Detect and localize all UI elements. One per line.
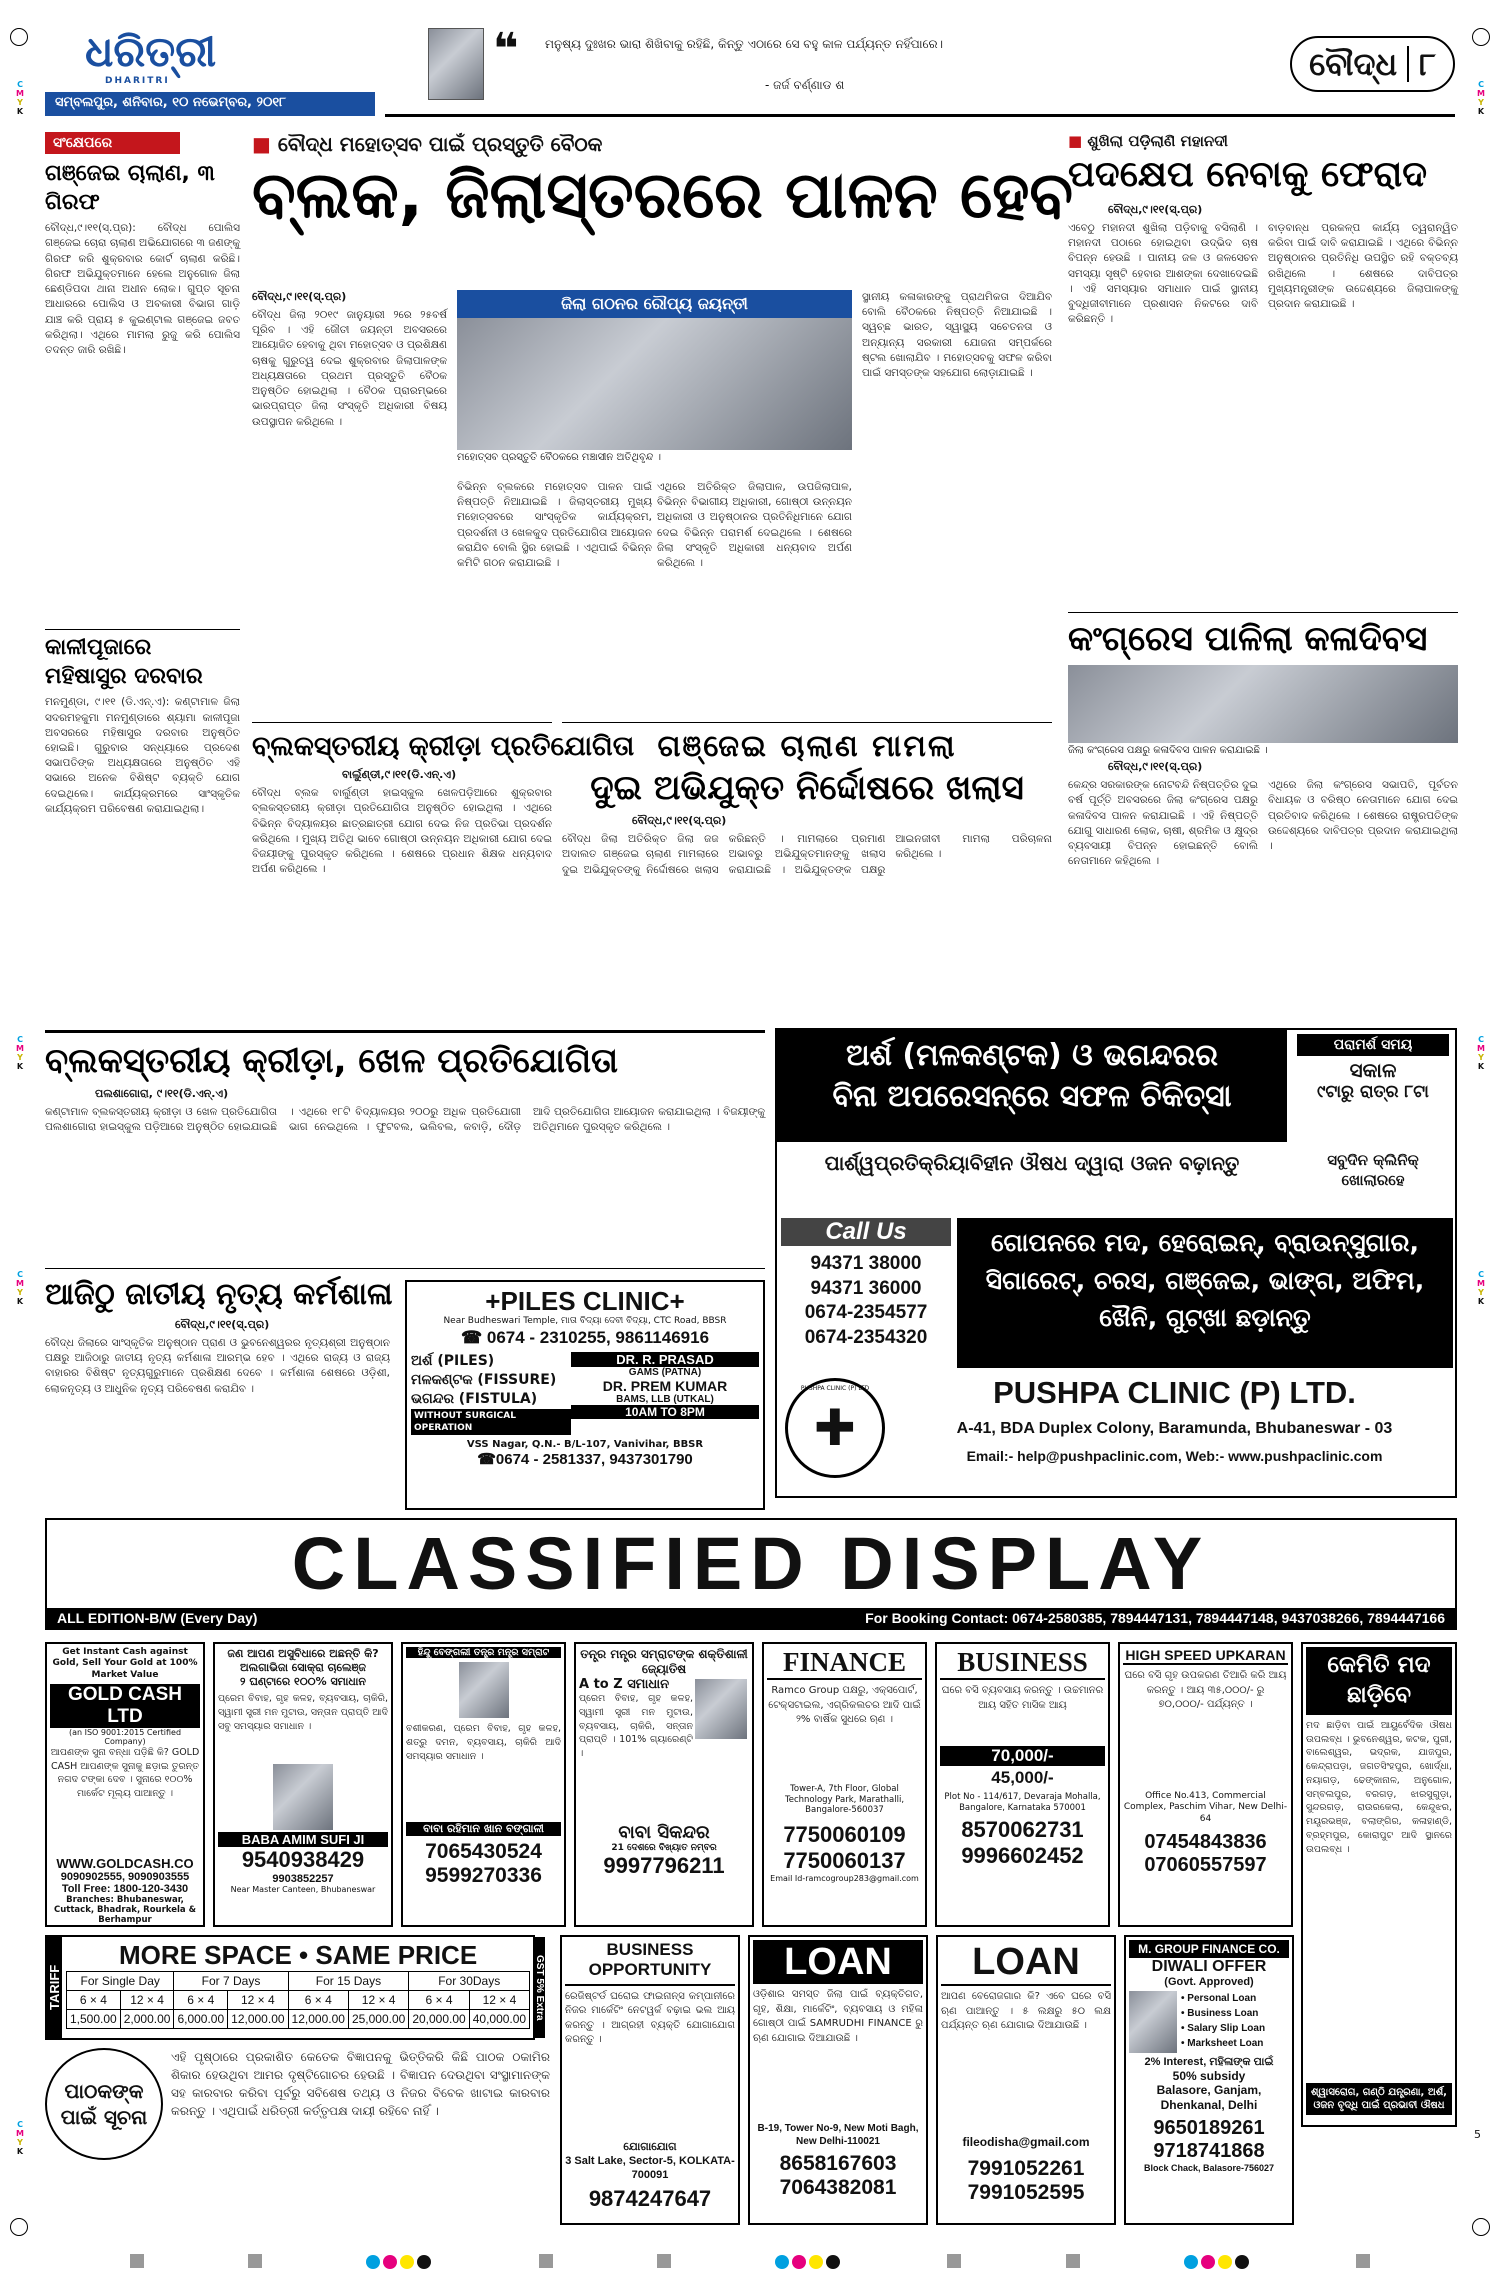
pushpa-phone[interactable]: 0674-2354577 <box>804 1302 928 1324</box>
swatch-yellow <box>400 2255 414 2269</box>
liquor-body: ମଦ ଛାଡ଼ିବା ପାଇଁ ଆୟୁର୍ବେଦିକ ଔଷଧ ଉପଲବ୍ଧ । ଭୁବନେଶ୍ୱର, କଟକ, ପୁରୀ, ବାଲେଶ୍ୱର, ଭଦ୍ରକ, ଯାଜପୁର, କେନ୍ଦ୍ରାପଡ଼ା, ଜଗତସିଂହପୁର, ଖୋର୍ଦ୍ଧା, ନୟାଗଡ଼, ଢେଙ୍କାନାଳ, ଅନୁଗୋଳ, ସମ୍ବଲପୁର, ବରଗଡ଼, ଝାରସୁଗୁଡ଼ା, ସୁନ୍ଦରଗଡ଼, ରାଉରକେଲା, କେନ୍ଦୁଝର, ମୟୂରଭଞ୍ଜ, ବଲାଙ୍ଗିର, କଳାହାଣ୍ଡି, ବ୍ରହ୍ମପୁର, କୋରାପୁଟ ଆଦି ସ୍ଥାନରେ ଉପଲବ୍ଧ । <box>1306 1719 1452 1855</box>
finance-phone-1[interactable]: 7750060109 <box>783 1821 906 1847</box>
ganja-headline: ଦୁଇ ଅଭିଯୁକ୍ତ ନିର୍ଦ୍ଦୋଷରେ ଖଲାସ <box>590 768 1024 808</box>
brief-story-2: ମନମୁଣ୍ଡା, ୯।୧୧ (ଡି.ଏନ୍.ଏ): କଣ୍ଟାମାଳ ଜିଲା ସଦରମହକୁମା ମନମୁଣ୍ଡାରେ ଶ୍ୟାମା କାଳୀପୂଜା ଅବସରରେ ମହିଷାସୁର ଦରବାର ଅନୁଷ୍ଠିତ ହୋଇଛି। ଗୁରୁବାର ସନ୍ଧ୍ୟାରେ ପ୍ରଦେଶ ସଭାପତିଙ୍କ ଅଧ୍ୟକ୍ଷତାରେ ଅନୁଷ୍ଠିତ ଏହି ସଭାରେ ଅନେକ ବିଶିଷ୍ଟ ବ୍ୟକ୍ତି ଯୋଗ ଦେଇଥିଲେ। କାର୍ଯ୍ୟକ୍ରମରେ ସାଂସ୍କୃତିକ କାର୍ଯ୍ୟକ୍ରମ ପରିବେଷଣ କରାଯାଇଥିଲା। <box>45 696 240 815</box>
bullet-icon: ■ <box>1068 132 1088 150</box>
gold-website[interactable]: WWW.GOLDCASH.CO <box>56 1855 194 1871</box>
gray-patch <box>130 2254 144 2268</box>
opportunity-phone[interactable]: 9874247647 <box>588 2186 712 2212</box>
mgroup-loan-label: Personal Loan <box>1187 1993 1257 2004</box>
upkaran-address: Office No.413, Commercial Complex, Paschim Vihar, New Delhi-64 <box>1123 1791 1288 1824</box>
baba-promise: ୨ ଘଣ୍ଟାରେ ୧୦୦% ସମାଧାନ <box>240 1675 366 1688</box>
mgroup-cities: Balasore, Ganjam, Dhenkanal, Delhi <box>1156 2083 1262 2112</box>
mgroup-address: Block Chack, Balasore-756027 <box>1143 2163 1275 2173</box>
liquor-title: କେମିତି ମଦ ଛାଡ଼ିବେ <box>1306 1647 1452 1715</box>
loan2-body: ଆପଣ ବେରୋଜଗାର କି? ଏବେ ଘରେ ବସି ଋଣ ପାଆନ୍ତୁ । ୫ ଲକ୍ଷରୁ ୫୦ ଲକ୍ଷ ପର୍ଯ୍ୟନ୍ତ ଋଣ ଯୋଗାଇ ଦିଆଯାଉଛି । <box>941 1991 1111 2031</box>
sikander-portrait <box>695 1679 747 1739</box>
mgroup-loan-item: • Business Loan <box>1181 2008 1259 2019</box>
rehman-name: ବାବା ରହିମାନ ଖାନ ବଙ୍ଗାଳୀ <box>406 1822 561 1836</box>
river-headline: ପଦକ୍ଷେପ ନେବାକୁ ଫେରାଦ <box>1068 154 1428 195</box>
mgroup-loan-item: • Marksheet Loan <box>1181 2038 1264 2049</box>
piles-line-2: ମଳକଣ୍ଟକ (FISSURE) <box>411 1371 557 1388</box>
baba-portrait <box>273 1764 333 1830</box>
loan2-phone-2[interactable]: 7991052595 <box>967 2181 1085 2204</box>
sikander-phone[interactable]: 9997796211 <box>603 1853 725 1878</box>
lead-headline: ବ୍ଲକ, ଜିଲାସ୍ତରରେ ପାଳନ ହେବ <box>252 159 1074 233</box>
color-swatches <box>366 2254 434 2273</box>
business-body: ଘରେ ବସି ବ୍ୟବସାୟ କରନ୍ତୁ । ଉଚ୍ଚମାନର ଆୟ ସହିତ ମାସିକ ଆୟ <box>941 1685 1104 1711</box>
swatch-black <box>1235 2255 1249 2269</box>
tariff-size: 6 × 4 <box>288 1991 348 2010</box>
doctor-1-name: DR. R. PRASAD <box>571 1352 759 1367</box>
piles-line-1: ଅର୍ଶ (PILES) <box>411 1353 495 1369</box>
piles-address-1: Near Budheswari Temple, ମାତା ବିଦ୍ୟା ଦେବୀ ବିଦ୍ୟା, CTC Road, BBSR <box>443 1316 727 1326</box>
tariff-size-row <box>67 1991 530 2010</box>
mgroup-phone-1[interactable]: 9650189261 <box>1153 2117 1265 2139</box>
tariff-price: 2,000.00 <box>120 2010 174 2029</box>
gray-patch <box>947 2254 961 2268</box>
sports2-byline: ପଲଶାଗୋରା, ୯।୧୧(ଡି.ଏନ୍.ଏ) <box>95 1087 229 1101</box>
baba-body: ପ୍ରେମ ବିବାହ, ଗୃହ କଳହ, ବ୍ୟବସାୟ, ଚାକିରି, ସ୍ୱାମୀ ସ୍ତ୍ରୀ ମନ ମୁଟାଉ, ସନ୍ତାନ ପ୍ରାପ୍ତି ଆଦି ସବୁ ସମସ୍ୟାର ସମାଧାନ । <box>218 1693 388 1732</box>
medical-cross-icon: ✚ <box>814 1399 856 1457</box>
pushpa-headline-block <box>777 1030 1287 1142</box>
cmyk-strip: C M Y K <box>1477 80 1485 116</box>
meeting-photo <box>457 318 852 450</box>
tariff-period-row <box>67 1972 530 1991</box>
tariff-size: 12 × 4 <box>348 1991 408 2010</box>
sports1-byline: ବାର୍ଲୁଣ୍ଡୀ,୯।୧୧(ଡି.ଏନ୍.ଏ) <box>342 768 457 782</box>
color-swatches <box>1184 2254 1252 2273</box>
loan-ad-2[interactable] <box>936 1935 1116 2225</box>
brief-headline-2: କାଳୀପୂଜାରେ ମହିଷାସୁର ଦରବାର <box>45 629 240 691</box>
lead-text-col-1: ବୌଦ୍ଧ ଜିଲା ୨୦୧୯ ଜାନୁୟାରୀ ୨ରେ ୨୫ବର୍ଷ ପୂରିବ । ଏହି ଜୌତୀ ଜୟନ୍ତୀ ଅବସରରେ ଆୟୋଜିତ ହେବାକୁ ଥିବା ମହୋତ୍ସବ ଓ ପ୍ରଶିକ୍ଷଣ ଚାଷକୁ ଗୁରୁତ୍ୱ ଦେଇ ଶୁକ୍ରବାର ଜିଲାପାଳଙ୍କ ଅଧ୍ୟକ୍ଷତାରେ ପ୍ରଥମ ପ୍ରସ୍ତୁତି ବୈଠକ ଅନୁଷ୍ଠିତ ହୋଇଥିଲା । ବୈଠକ ପ୍ରାରମ୍ଭରେ ଭାରପ୍ରାପ୍ତ ଜିଲା ସଂସ୍କୃତି ଅଧିକାରୀ ବିଷୟ ଉପସ୍ଥାପନ କରିଥିଲେ । <box>252 309 447 428</box>
quote-mark-icon: ❝ <box>493 24 519 75</box>
gold-toll-free[interactable]: Toll Free: 1800-120-3430 <box>61 1882 189 1895</box>
tariff-price: 1,500.00 <box>67 2010 121 2029</box>
finance-phone-2[interactable]: 7750060137 <box>783 1847 906 1873</box>
tariff-size: 6 × 4 <box>409 1991 469 2010</box>
gray-patch <box>1066 2254 1080 2268</box>
lead-byline: ବୌଦ୍ଧ,୯।୧୧(ସ୍.ପ୍ର) <box>252 290 347 303</box>
tariff-price: 20,000.00 <box>409 2010 469 2029</box>
congress-photo <box>1068 665 1458 743</box>
loan1-body: ଓଡ଼ିଶାର ସମସ୍ତ ଜିଲା ପାଇଁ ବ୍ୟକ୍ତିଗତ, ଗୃହ, ଶିକ୍ଷା, ମାର୍କେଟିଂ, ବ୍ୟବସାୟ ଓ ମହିଳା ଗୋଷ୍ଠୀ ପାଇଁ SAMRUDHI FINANCE ରୁ ଋଣ ଯୋଗାଇ ଦିଆଯାଉଛି । <box>753 1989 923 2044</box>
ganja-kicker: ଗଞ୍ଜେଇ ଚାଲାଣ ମାମଲା <box>657 729 957 764</box>
sports-story-1 <box>252 722 635 1022</box>
piles-phone-1[interactable]: ☎ 0674 - 2310255, 9861146916 <box>460 1328 710 1347</box>
ganja-text: ବୌଦ୍ଧ ଜିଲା ଅତିରିକ୍ତ ଜିଲା ଜଜ ଅଦାଲତ ଗଞ୍ଜେଇ ଚାଲାଣ ମାମଲାରେ ଦୁଇ ଅଭିଯୁକ୍ତଙ୍କୁ ନିର୍ଦ୍ଦୋଷରେ ଖଲାସ କରିଛନ୍ତି । ମାମଲାରେ ପ୍ରମାଣ ଅଭାବରୁ ଅଭିଯୁକ୍ତମାନଙ୍କୁ ଖଲାସ କରାଯାଇଛି । ଅଭିଯୁକ୍ତଙ୍କ ପକ୍ଷରୁ ଆଇନଜୀବୀ ମାମଲା ପରିଚାଳନା କରିଥିଲେ । <box>562 833 1052 876</box>
river-kicker-text: ଶୁଖିଲା ପଡ଼ିଲାଣି ମହାନଦୀ <box>1087 132 1228 150</box>
lead-text-col-2: ବିଭିନ୍ନ ବ୍ଲକରେ ମହୋତ୍ସବ ପାଳନ ପାଇଁ ନିଷ୍ପତ୍ତି ନିଆଯାଇଛି । ଜିଲାସ୍ତରୀୟ ମୁଖ୍ୟ ମହୋତ୍ସବରେ ସାଂସ୍କୃତିକ କାର୍ଯ୍ୟକ୍ରମ, ପ୍ରଦର୍ଶନୀ ଓ ଖେଳକୁଦ ପ୍ରତିଯୋଗିତା ଆୟୋଜନ କରାଯିବ ବୋଲି ସ୍ଥିର ହୋଇଛି । ଏଥିପାଇଁ ବିଭିନ୍ନ କମିଟି ଗଠନ କରାଯାଇଛି । <box>457 481 652 570</box>
river-text-col-1: ଏବେଠୁ ମହାନଦୀ ଶୁଖିଲା ପଡ଼ିବାକୁ ବସିଲାଣି । ମହାନଦୀ ପଠାରେ ହୋଇଥିବା ଉଦ୍ଭିଦ ଚାଷ ବିପନ୍ନ ହେଉଛି । ପାନୀୟ ଜଳ ଓ ଜଳସେଚନ ସମସ୍ୟା ସୃଷ୍ଟି ହେବାର ଆଶଙ୍କା ଦେଖାଦେଇଛି । ଏହି ସମସ୍ୟାର ସମାଧାନ ପାଇଁ ସ୍ଥାନୀୟ ବୁଦ୍ଧିଜୀବୀମାନେ ପ୍ରଶାସନ ନିକଟରେ ଦାବି କରିଛନ୍ତି । <box>1068 222 1258 326</box>
gray-patch <box>1356 2254 1370 2268</box>
gray-patch <box>657 2254 671 2268</box>
bullet-icon: ■ <box>252 132 278 156</box>
notice-body: ଏହି ପୃଷ୍ଠାରେ ପ୍ରକାଶିତ କେତେକ ବିଜ୍ଞାପନକୁ ଭିତ୍ତିକରି କିଛି ପାଠକ ଠକାମିର ଶିକାର ହେଉଥିବା ଆମର ଦୃଷ୍ଟିଗୋଚର ହେଉଛି । ବିଜ୍ଞାପନ ଦେଉଥିବା ସଂସ୍ଥାମାନଙ୍କ ସହ କାରବାର କରିବା ପୂର୍ବରୁ ସବିଶେଷ ତଥ୍ୟ ଓ ନିଜର ବିବେକ ଖାଟାଇ କାରବାର କରନ୍ତୁ । ଏଥିପାଇଁ ଧରିତ୍ରୀ କର୍ତ୍ତୃପକ୍ଷ ଦାୟୀ ରହିବେ ନାହିଁ । <box>171 2050 550 2118</box>
rehman-body: ବଶୀକରଣ, ପ୍ରେମ ବିବାହ, ଗୃହ କଳହ, ଶତ୍ରୁ ଦମନ, ବ୍ୟବସାୟ, ଚାକିରି ଆଦି ସମସ୍ୟାର ସମାଧାନ । <box>406 1723 561 1762</box>
lead-photo-banner: ଜିଲା ଗଠନର ରୌପ୍ୟ ଜୟନ୍ତୀ <box>457 290 852 318</box>
piles-phone-2[interactable]: ☎0674 - 2581337, 9437301790 <box>477 1450 693 1468</box>
tariff-gst: GST 5% Extra <box>534 1937 545 2038</box>
finance-ad[interactable] <box>762 1642 927 1927</box>
swatch-magenta <box>383 2255 397 2269</box>
swatch-cyan <box>366 2255 380 2269</box>
registration-mark <box>10 2218 28 2236</box>
baba-head: ଜଣ ଆପଣ ଅସୁବିଧାରେ ଅଛନ୍ତି କି? <box>227 1647 379 1660</box>
business-income-1: 70,000/- <box>940 1746 1105 1766</box>
congress-story <box>1068 612 1458 1022</box>
business-address: Plot No - 114/617, Devaraja Mohalla, Bangalore, Karnataka 570001 <box>944 1792 1101 1813</box>
pushpa-timing <box>1297 1034 1449 1102</box>
opportunity-address: 3 Salt Lake, Sector-5, KOLKATA-700091 <box>565 2154 735 2182</box>
pushpa-email[interactable]: Email:- help@pushpaclinic.com, Web:- www.pushpaclinic.com <box>966 1448 1383 1464</box>
business-opportunity-ad[interactable] <box>560 1935 740 2225</box>
sports1-headline: ବ୍ଲକସ୍ତରୀୟ କ୍ରୀଡ଼ା ପ୍ରତିଯୋଗିତା <box>252 731 635 762</box>
seal-text: PUSHPA CLINIC (P) LTD <box>800 1385 870 1392</box>
piles-clinic-ad[interactable] <box>405 1280 765 1510</box>
gold-branches: Branches: Bhubaneswar, Cuttack, Bhadrak, Rourkela & Berhampur <box>54 1894 196 1926</box>
opportunity-body: ରେଜିଷ୍ଟର୍ଡ ଘରୋଇ ଫାଇନାନ୍ସ କମ୍ପାନୀରେ ନିଜର ମାର୍କେଟିଂ ନେଟୱର୍କ ବଢ଼ାଇ ଭଲ ଆୟ କରନ୍ତୁ । ଆଗ୍ରହୀ ବ୍ୟକ୍ତି ଯୋଗାଯୋଗ କରନ୍ତୁ । <box>565 1990 735 2046</box>
congress-byline: ବୌଦ୍ଧ,୯।୧୧(ସ୍.ପ୍ର) <box>1108 760 1203 774</box>
lead-photo-caption: ମହୋତ୍ସବ ପ୍ରସ୍ତୁତି ବୈଠକରେ ମଞ୍ଚାସୀନ ଅତିଥିବୃନ୍ଦ । <box>457 452 662 463</box>
mgroup-loan-label: Marksheet Loan <box>1187 2038 1264 2049</box>
upkaran-title: HIGH SPEED UPKARAN <box>1123 1647 1288 1665</box>
tariff-price: 25,000.00 <box>348 2010 408 2029</box>
lead-photo <box>457 290 852 465</box>
cmyk-strip: C M Y K <box>16 80 24 116</box>
piles-line-4: WITHOUT SURGICAL OPERATION <box>411 1409 571 1435</box>
quote-text: ମନୁଷ୍ୟ ଦୁଃଖର ଭାରା ଶିଖିବାକୁ ରହିଛି, କିନ୍ତୁ ଏଠାରେ ସେ ବହୁ କାଳ ପର୍ଯ୍ୟନ୍ତ ନହିଁପାରେ। <box>545 37 944 51</box>
gold-cash-ad[interactable] <box>45 1642 205 1927</box>
pushpa-clinic-ad[interactable] <box>775 1028 1457 1498</box>
pushpa-seal <box>785 1378 885 1478</box>
rehman-portrait <box>459 1662 509 1718</box>
opportunity-title: BUSINESS OPPORTUNITY <box>565 1940 735 1986</box>
tariff-period: For Single Day <box>67 1972 174 1991</box>
classified-title: CLASSIFIED DISPLAY <box>291 1522 1211 1605</box>
cmyk-strip: C M Y K <box>1477 1035 1485 1071</box>
pushpa-address: A-41, BDA Duplex Colony, Baramunda, Bhubaneswar - 03 <box>956 1420 1393 1437</box>
baba-name: BABA AMIM SUFI JI <box>218 1832 388 1847</box>
logo-subtext: DHARITRI <box>105 76 170 86</box>
congress-caption: ଜିଲା କଂଗ୍ରେସ ପକ୍ଷରୁ କଳାଦିବସ ପାଳନ କରାଯାଇଛି । <box>1068 745 1268 757</box>
pushpa-clinic-name: PUSHPA CLINIC (P) LTD. <box>993 1375 1356 1410</box>
bottom-color-bar <box>130 2254 1370 2273</box>
upkaran-ad[interactable] <box>1118 1642 1293 1927</box>
business-title: BUSINESS <box>940 1647 1105 1680</box>
business-ad[interactable] <box>935 1642 1110 1927</box>
divider <box>1407 46 1409 82</box>
classified-edition: ALL EDITION-B/W (Every Day) <box>57 1610 258 1626</box>
swatch-yellow <box>809 2255 823 2269</box>
sikander-name: ବାବା ସିକନ୍ଦର <box>618 1822 710 1843</box>
dance-byline: ବୌଦ୍ଧ,୯।୧୧(ସ୍.ପ୍ର) <box>175 1318 270 1331</box>
section-badge <box>1290 36 1455 92</box>
logo-text: ଧରିତ୍ରୀ <box>85 27 217 76</box>
mgroup-loan-item: • Personal Loan <box>1181 1993 1257 2004</box>
sikander-body: ପ୍ରେମ ବିବାହ, ଗୃହ କଳହ, ସ୍ୱାମୀ ସ୍ତ୍ରୀ ମନ ମୁଟାଉ, ବ୍ୟବସାୟ, ଚାକିରି, ସନ୍ତାନ ପ୍ରାପ୍ତି । 101% ଗ୍ୟାରେଣ୍ଟି । <box>579 1693 693 1760</box>
call-us-label: Call Us <box>781 1218 951 1246</box>
piles-doctors <box>571 1352 759 1435</box>
upkaran-phone-2[interactable]: 07060557597 <box>1144 1853 1267 1876</box>
doctor-1-degree: GAMS (PATNA) <box>628 1367 702 1378</box>
mgroup-subsidy: 50% subsidy <box>1172 2069 1246 2083</box>
lead-text-col-4: ସ୍ଥାନୀୟ କଳାକାରଙ୍କୁ ପ୍ରାଥମିକତା ଦିଆଯିବ ବୋଲି ବୈଠକରେ ନିଷ୍ପତ୍ତି ନିଆଯାଇଛି । ସ୍ୱଚ୍ଛ ଭାରତ, ସ୍ୱାସ୍ଥ୍ୟ ସଚେତନତା ଓ ଅନ୍ୟାନ୍ୟ ସରକାରୀ ଯୋଜନା ସମ୍ପର୍କରେ ଷ୍ଟଲ ଖୋଲାଯିବ । ମହୋତ୍ସବକୁ ସଫଳ କରିବା ପାଇଁ ସମସ୍ତଙ୍କ ସହଯୋଗ ଲୋଡ଼ାଯାଇଛି । <box>862 291 1052 380</box>
dateline: ସମ୍ବଲପୁର, ଶନିବାର, ୧୦ ନଭେମ୍ବର, ୨୦୧୮ <box>45 92 375 116</box>
color-swatches <box>775 2254 843 2273</box>
tariff-price-row <box>67 2010 530 2029</box>
tariff-size: 6 × 4 <box>174 1991 228 2010</box>
swatch-cyan <box>775 2255 789 2269</box>
lead-text-col-3: ଏଥିରେ ଅତିରିକ୍ତ ଜିଲାପାଳ, ଉପଜିଲାପାଳ, ବିଭିନ୍ନ ବିଭାଗୀୟ ଅଧିକାରୀ, ଗୋଷ୍ଠୀ ଉନ୍ନୟନ ଅଧିକାରୀ ଓ ଅନୁଷ୍ଠାନର ପ୍ରତିନିଧିମାନେ ଯୋଗ ଦେଇ ବିଭିନ୍ନ ପରାମର୍ଶ ଦେଇଥିଲେ । ଶେଷରେ ଜିଲା ସଂସ୍କୃତି ଅଧିକାରୀ ଧନ୍ୟବାଦ ଅର୍ପଣ କରିଥିଲେ । <box>657 481 852 570</box>
loan2-title: LOAN <box>941 1940 1111 1986</box>
sports-story-2 <box>45 1030 765 1260</box>
lead-kicker-text: ବୌଦ୍ଧ ମହୋତ୍ସବ ପାଇଁ ପ୍ରସ୍ତୁତି ବୈଠକ <box>277 132 603 156</box>
pushpa-quit-block: ଗୋପନରେ ମଦ, ହେରୋଇନ୍, ବ୍ରାଉନ୍‌ସୁଗାର, ସିଗାରେଟ୍, ଚରସ, ଗଞ୍ଜେଇ, ଭାଙ୍ଗ, ଅଫିମ, ଖୈନି, ଗୁଟ୍‌ଖା ଛଡ଼ାନ୍ତୁ <box>957 1218 1453 1368</box>
loan1-title: LOAN <box>753 1940 923 1984</box>
ganja-byline: ବୌଦ୍ଧ,୯।୧୧(ସ୍.ପ୍ର) <box>632 814 727 828</box>
sports2-text: କଣ୍ଟାମାଳ ବ୍ଲକସ୍ତରୀୟ କ୍ରୀଡ଼ା ଓ ଖେଳ ପ୍ରତିଯୋଗିତା ପଲଶାଗୋରା ହାଇସ୍କୁଲ ପଡ଼ିଆରେ ଅନୁଷ୍ଠିତ ହୋଇଯାଇଛି । ଏଥିରେ ୧୮ଟି ବିଦ୍ୟାଳୟର ୨୦୦ରୁ ଅଧିକ ପ୍ରତିଯୋଗୀ ଭାଗ ନେଇଥିଲେ । ଫୁଟବଲ, ଭଲିବଲ, କବାଡ଼ି, ଦୌଡ଼ ଆଦି ପ୍ରତିଯୋଗିତା ଆୟୋଜନ କରାଯାଇଥିଲା । ବିଜୟୀଙ୍କୁ ଅତିଥିମାନେ ପୁରସ୍କୃତ କରିଥିଲେ । <box>45 1106 765 1134</box>
m-group-finance-ad[interactable] <box>1124 1935 1294 2225</box>
loan2-email[interactable]: fileodisha@gmail.com <box>962 2135 1090 2149</box>
pushpa-phone-list <box>781 1252 951 1351</box>
tariff-size: 6 × 4 <box>67 1991 121 2010</box>
sikander-sub: A to Z ସମାଧାନ <box>579 1677 670 1692</box>
rehman-head: ହିନ୍ଦୁ ବେଙ୍ଗଲୀ ତନ୍ତ୍ର ମନ୍ତ୍ର ସମ୍ରାଟ <box>406 1647 561 1658</box>
timing-label: ପରାମର୍ଶ ସମୟ <box>1297 1034 1449 1056</box>
cmyk-strip: C M Y K <box>16 1035 24 1071</box>
cmyk-strip: C M Y K <box>1477 1270 1485 1306</box>
pushpa-call-block <box>781 1218 951 1351</box>
swatch-black <box>417 2255 431 2269</box>
pushpa-title-2: ବିନା ଅପରେସନ୍‌ରେ ସଫଳ ଚିକିତ୍ସା <box>832 1078 1232 1114</box>
swatch-black <box>826 2255 840 2269</box>
tariff-period: For 7 Days <box>174 1972 288 1991</box>
registration-mark <box>10 28 28 46</box>
business-income-2: 45,000/- <box>991 1768 1054 1787</box>
logo[interactable] <box>85 28 235 86</box>
tariff-title: MORE SPACE • SAME PRICE <box>118 1940 478 1970</box>
rehman-phone-2[interactable]: 9599270336 <box>425 1864 542 1887</box>
gold-body: ଆପଣଙ୍କ ସୁନା ବନ୍ଧା ପଡ଼ିଛି କି? GOLD CASH ଆପଣଙ୍କ ସୁନାକୁ ଛଡ଼ାଇ ତୁରନ୍ତ ନଗଦ ଟଙ୍କା ଦେବ । ସୁନାରେ ୧୦୦% ମାର୍କେଟ ମୂଲ୍ୟ ପାଆନ୍ତୁ । <box>50 1746 200 1800</box>
upkaran-phone-1[interactable]: 07454843836 <box>1144 1830 1267 1853</box>
sikander-head: ତନ୍ତ୍ର ମନ୍ତ୍ର ସମ୍ରାଟଙ୍କ ଶକ୍ତିଶାଳୀ ଜ୍ୟୋତିଷ <box>580 1647 748 1676</box>
tariff-price: 12,000.00 <box>288 2010 348 2029</box>
piles-conditions <box>411 1352 571 1435</box>
swatch-cyan <box>1184 2255 1198 2269</box>
sikander-ad[interactable] <box>574 1642 754 1927</box>
gold-top-text: Get Instant Cash against Gold, Sell Your Gold at 100% Market Value <box>52 1647 198 1680</box>
page-number: ୮ <box>1419 44 1436 83</box>
dance-headline: ଆଜିଠୁ ଜାତୀୟ ନୃତ୍ୟ କର୍ମଶାଳା <box>45 1277 393 1312</box>
timing-line-1: ସକାଳ <box>1349 1058 1397 1082</box>
pushpa-daily: ସବୁଦିନ କ୍ଲିନିକ୍ ଖୋଲାରହେ <box>1327 1151 1419 1190</box>
mgroup-approved: (Govt. Approved) <box>1164 1976 1254 1988</box>
tariff-size: 12 × 4 <box>120 1991 174 2010</box>
rehman-ad[interactable] <box>401 1642 566 1927</box>
liquor-footer: ଶ୍ୱାସରୋଗ, ଗଣ୍ଠି ଯନ୍ତ୍ରଣା, ଅର୍ଶ, ଓଜନ ବୃଦ୍ଧି ପାଇଁ ପ୍ରଭାବୀ ଔଷଧ <box>1306 2083 1452 2115</box>
tariff-price: 12,000.00 <box>228 2010 288 2029</box>
tariff-period: For 30Days <box>409 1972 530 1991</box>
opportunity-contact: ଯୋଗାଯୋଗ <box>623 2139 677 2153</box>
congress-headline: କଂଗ୍ରେସ ପାଳିଲା କଳାଦିବସ <box>1068 619 1428 659</box>
baba-sub: ଅଲଗାଭିଜା ସୋକ୍‌ରା ଚାଲେଞ୍ଜ <box>239 1661 366 1674</box>
mgroup-photo <box>1129 1991 1177 2053</box>
doctor-2-degree: BAMS, LLB (UTKAL) <box>616 1394 714 1405</box>
author-portrait <box>428 28 484 100</box>
timing-line-2: ୯ଟାରୁ ରାତ୍ର ୮ଟା <box>1317 1082 1429 1102</box>
mgroup-loan-list <box>1177 1991 1289 2053</box>
baba-phone-1[interactable]: 9540938429 <box>241 1847 365 1872</box>
piles-title: +PILES CLINIC+ <box>485 1286 685 1316</box>
notice-title: ପାଠକଙ୍କ ପାଇଁ ସୂଚନା <box>45 2048 163 2160</box>
gray-patch <box>539 2254 553 2268</box>
mgroup-interest: 2% Interest, ମହିଳାଙ୍କ ପାଇଁ <box>1144 2056 1274 2068</box>
tariff-size: 12 × 4 <box>228 1991 288 2010</box>
sports2-headline: ବ୍ଲକସ୍ତରୀୟ କ୍ରୀଡ଼ା, ଖେଳ ପ୍ରତିଯୋଗିତା <box>45 1041 619 1081</box>
finance-address: Tower-A, 7th Floor, Global Technology Park, Marathalli, Bangalore-560037 <box>784 1784 905 1816</box>
reader-notice <box>45 2048 550 2168</box>
classified-strip <box>47 1608 1455 1628</box>
pushpa-subline: ପାର୍ଶ୍ୱପ୍ରତିକ୍ରିୟାବିହୀନ ଔଷଧ ଦ୍ୱାରା ଓଜନ ବଢ଼ାନ୍ତୁ <box>824 1151 1240 1175</box>
pushpa-phone[interactable]: 94371 38000 <box>810 1253 922 1274</box>
pushpa-title-1: ଅର୍ଶ (ମଳକଣ୍ଟକ) ଓ ଭଗନ୍ଦରର <box>845 1038 1219 1073</box>
finance-title: FINANCE <box>767 1647 922 1680</box>
finance-body: Ramco Group ପକ୍ଷରୁ, ଏକ୍ସପୋର୍ଟ, ଟେକ୍ସଟାଇଲ, ଏଗ୍ରିକଲଚର ଆଦି ପାଇଁ ୨% ବାର୍ଷିକ ସୁଧରେ ଋଣ । <box>768 1685 921 1725</box>
piles-address-2: VSS Nagar, Q.N.- B/L-107, Vanivihar, BBSR <box>466 1438 704 1450</box>
classified-banner <box>45 1518 1457 1630</box>
registration-mark <box>1472 28 1490 46</box>
tariff-price: 6,000.00 <box>174 2010 228 2029</box>
sports1-text: ବୌଦ୍ଧ ବ୍ଲକ ବାର୍ଲୁଣ୍ଡୀ ହାଇସ୍କୁଲ ଖେଳପଡ଼ିଆରେ ଶୁକ୍ରବାର ବ୍ଲକସ୍ତରୀୟ କ୍ରୀଡ଼ା ପ୍ରତିଯୋଗିତା ଅନୁଷ୍ଠିତ ହୋଇଥିଲା । ଏଥିରେ ବିଭିନ୍ନ ବିଦ୍ୟାଳୟର ଛାତ୍ରଛାତ୍ରୀ ଯୋଗ ଦେଇ ନିଜ ପ୍ରତିଭା ପ୍ରଦର୍ଶନ କରିଥିଲେ । ମୁଖ୍ୟ ଅତିଥି ଭାବେ ଗୋଷ୍ଠୀ ଉନ୍ନୟନ ଅଧିକାରୀ ଯୋଗ ଦେଇ ବିଜୟୀଙ୍କୁ ପୁରସ୍କୃତ କରିଥିଲେ । ଶେଷରେ ପ୍ରଧାନ ଶିକ୍ଷକ ଧନ୍ୟବାଦ ଅର୍ପଣ କରିଥିଲେ । <box>252 787 552 876</box>
mgroup-title: M. GROUP FINANCE CO. <box>1129 1940 1289 1958</box>
classified-booking[interactable]: For Booking Contact: 0674-2580385, 7894447131, 7894447148, 9437038266, 7894447166 <box>865 1610 1445 1626</box>
loan-ad-1[interactable] <box>748 1935 928 2225</box>
ganja-story <box>562 722 1052 1022</box>
loan1-phone-1[interactable]: 8658167603 <box>779 2152 897 2175</box>
rehman-phone-1[interactable]: 7065430524 <box>425 1840 542 1863</box>
cmyk-strip: C M Y K <box>16 2120 24 2156</box>
loan2-phone-1[interactable]: 7991052261 <box>967 2157 1085 2180</box>
baba-place: Near Master Canteen, Bhubaneswar <box>230 1885 376 1894</box>
section-name: ବୌଦ୍ଧ <box>1309 44 1398 83</box>
loan1-phone-2[interactable]: 7064382081 <box>779 2176 897 2199</box>
piles-line-3: ଭଗନ୍ଦର (FISTULA) <box>411 1390 538 1407</box>
gold-name: GOLD CASH LTD <box>50 1684 200 1728</box>
sikander-place: 21 ଦେଶରେ ବିଖ୍ୟାତ ନମ୍ବର <box>611 1843 717 1853</box>
river-text-col-2: ବାଡ଼ବାନ୍ଧ ପ୍ରକଳ୍ପ କାର୍ଯ୍ୟ ତ୍ୱରାନ୍ୱିତ କରିବା ପାଇଁ ଦାବି କରାଯାଇଛି । ଏଥିରେ ବିଭିନ୍ନ ଅନୁଷ୍ଠାନର ପ୍ରତିନିଧି ଉପସ୍ଥିତ ରହି ବକ୍ତବ୍ୟ ରଖିଥିଲେ । ଶେଷରେ ଦାବିପତ୍ର ମୁଖ୍ୟମନ୍ତ୍ରୀଙ୍କ ଉଦ୍ଦେଶ୍ୟରେ ଜିଲାପାଳଙ୍କୁ ପ୍ରଦାନ କରାଯାଇଛି । <box>1268 222 1458 311</box>
river-kicker <box>1068 132 1458 150</box>
pushpa-phone[interactable]: 94371 36000 <box>810 1277 922 1299</box>
clinic-hours: 10AM TO 8PM <box>571 1405 759 1419</box>
pushpa-phone[interactable]: 0674-2354320 <box>804 1327 928 1349</box>
baba-amim-ad[interactable] <box>213 1642 393 1927</box>
swatch-magenta <box>1201 2255 1215 2269</box>
business-phone-2[interactable]: 9996602452 <box>961 1843 1084 1869</box>
tariff-box <box>45 1935 546 2040</box>
registration-mark <box>1472 2218 1490 2236</box>
business-phone-1[interactable]: 8570062731 <box>961 1817 1084 1843</box>
tariff-label: TARIFF <box>47 1937 62 2038</box>
masthead <box>45 24 1455 123</box>
congress-text-col-1: କେନ୍ଦ୍ର ସରକାରଙ୍କ ନୋଟବନ୍ଦି ନିଷ୍ପତ୍ତିର ଦୁଇ ବର୍ଷ ପୂର୍ତ୍ତି ଅବସରରେ ଜିଲା କଂଗ୍ରେସ ପକ୍ଷରୁ କଳାଦିବସ ପାଳନ କରାଯାଇଛି । ଏହି ନିଷ୍ପତ୍ତି ଯୋଗୁ ସାଧାରଣ ଲୋକ, ଚାଷୀ, ଶ୍ରମିକ ଓ କ୍ଷୁଦ୍ର ବ୍ୟବସାୟୀ ବିପନ୍ନ ହୋଇଛନ୍ତି ବୋଲି ନେତାମାନେ କହିଥିଲେ । <box>1068 779 1258 868</box>
tariff-price: 40,000.00 <box>469 2010 529 2029</box>
tariff-table <box>66 1971 530 2029</box>
doctor-2-name: DR. PREM KUMAR <box>602 1378 728 1394</box>
river-byline: ବୌଦ୍ଧ,୯।୧୧(ସ୍.ପ୍ର) <box>1108 203 1203 216</box>
baba-phone-2[interactable]: 9903852257 <box>272 1873 334 1885</box>
masthead-rule <box>385 114 1455 117</box>
lead-story <box>252 132 1074 712</box>
mgroup-loan-label: Business Loan <box>1187 2008 1259 2019</box>
finance-email[interactable]: Email Id-ramcogroup283@gmail.com <box>770 1873 919 1883</box>
swatch-magenta <box>792 2255 806 2269</box>
swatch-yellow <box>1218 2255 1232 2269</box>
gold-phones[interactable]: 9090902555, 9090903555 <box>60 1870 190 1883</box>
tariff-size: 12 × 4 <box>469 1991 529 2010</box>
brief-column <box>45 132 240 1012</box>
gold-iso: (an ISO 9001:2015 Certified Company) <box>68 1727 182 1746</box>
tariff-period: For 15 Days <box>288 1972 409 1991</box>
mgroup-offer: DIWALI OFFER <box>1151 1958 1267 1975</box>
mgroup-phone-2[interactable]: 9718741868 <box>1153 2140 1265 2162</box>
gray-patch <box>248 2254 262 2268</box>
brief-headline-1: ଗଞ୍ଜେଇ ଚାଲାଣ, ୩ ଗିରଫ <box>45 161 215 215</box>
upkaran-body: ଘରେ ବସି ଗୃହ ଉପକରଣ ତିଆରି କରି ଆୟ କରନ୍ତୁ । ଆୟ ୩୫,୦୦୦/- ରୁ ୭୦,୦୦୦/- ପର୍ଯ୍ୟନ୍ତ । <box>1124 1670 1287 1710</box>
page-number-small: 5 <box>1474 2128 1481 2141</box>
loan1-address: B-19, Tower No-9, New Moti Bagh, New Delhi-110021 <box>757 2123 919 2147</box>
mgroup-loan-item: • Salary Slip Loan <box>1181 2023 1266 2034</box>
brief-story-1: ବୌଦ୍ଧ,୯।୧୧(ସ୍.ପ୍ର): ବୌଦ୍ଧ ପୋଲିସ ଗଞ୍ଜେଇ ଚୋରା ଚାଲାଣ ଅଭିଯୋଗରେ ୩ ଜଣଙ୍କୁ ଗିରଫ କରି ଶୁକ୍ରବାର କୋର୍ଟ ଚାଲାଣ କରିଛି। ଗିରଫ ଅଭିଯୁକ୍ତମାନେ ହେଲେ ଅନୁଗୋଳ ଜିଲା ଛେଣ୍ଡିପଦା ଥାନା ଅଧୀନ ଲୋକ। ଗୁପ୍ତ ସୂଚନା ଆଧାରରେ ପୋଲିସ ଓ ଅବକାରୀ ବିଭାଗ ଗାଡ଼ି ଯାଞ୍ଚ କରି ପ୍ରାୟ ୫ କୁଇଣ୍ଟାଲ ଗଞ୍ଜେଇ ଜବତ କରିଥିଲା। ଏଥିରେ ମାମଲା ରୁଜୁ କରି ପୋଲିସ ତଦନ୍ତ ଜାରି ରଖିଛି। <box>45 222 240 356</box>
quote-author: - ଜର୍ଜ ବର୍ଣ୍ଣାଡ ଶ <box>765 78 845 92</box>
congress-text-col-2: ଏଥିରେ ଜିଲା କଂଗ୍ରେସ ସଭାପତି, ପୂର୍ବତନ ବିଧାୟକ ଓ ବରିଷ୍ଠ ନେତାମାନେ ଯୋଗ ଦେଇ ପ୍ରତିବାଦ କରିଥିଲେ । ଶେଷରେ ରାଷ୍ଟ୍ରପତିଙ୍କ ଉଦ୍ଦେଶ୍ୟରେ ଦାବିପତ୍ର ପ୍ରଦାନ କରାଯାଇଥିଲା । <box>1268 779 1458 853</box>
river-story <box>1068 132 1458 602</box>
lead-kicker <box>252 132 1052 156</box>
quit-liquor-ad[interactable] <box>1301 1642 1457 2127</box>
dance-text: ବୌଦ୍ଧ ଜିଲାରେ ସାଂସ୍କୃତିକ ଅନୁଷ୍ଠାନ ପ୍ରାଣ ଓ ଭୁବନେଶ୍ୱରର ନୃତ୍ୟଶ୍ରୀ ଅନୁଷ୍ଠାନ ପକ୍ଷରୁ ଆଜିଠାରୁ ଜାତୀୟ ନୃତ୍ୟ କର୍ମଶାଳା ଆରମ୍ଭ ହେବ । ଏଥିରେ ରାଜ୍ୟ ଓ ରାଜ୍ୟ ବାହାରର ବିଶିଷ୍ଟ ନୃତ୍ୟଗୁରୁମାନେ ପ୍ରଶିକ୍ଷଣ ଦେବେ । କର୍ମଶାଳା ଶେଷରେ ଓଡ଼ିଶୀ, ଲୋକନୃତ୍ୟ ଓ ଆଧୁନିକ ନୃତ୍ୟ ପରିବେଷଣ କରାଯିବ । <box>45 1337 390 1395</box>
brief-label: ସଂକ୍ଷେପରେ <box>45 132 180 154</box>
mgroup-loan-label: Salary Slip Loan <box>1187 2023 1266 2034</box>
cmyk-strip: C M Y K <box>16 1270 24 1306</box>
